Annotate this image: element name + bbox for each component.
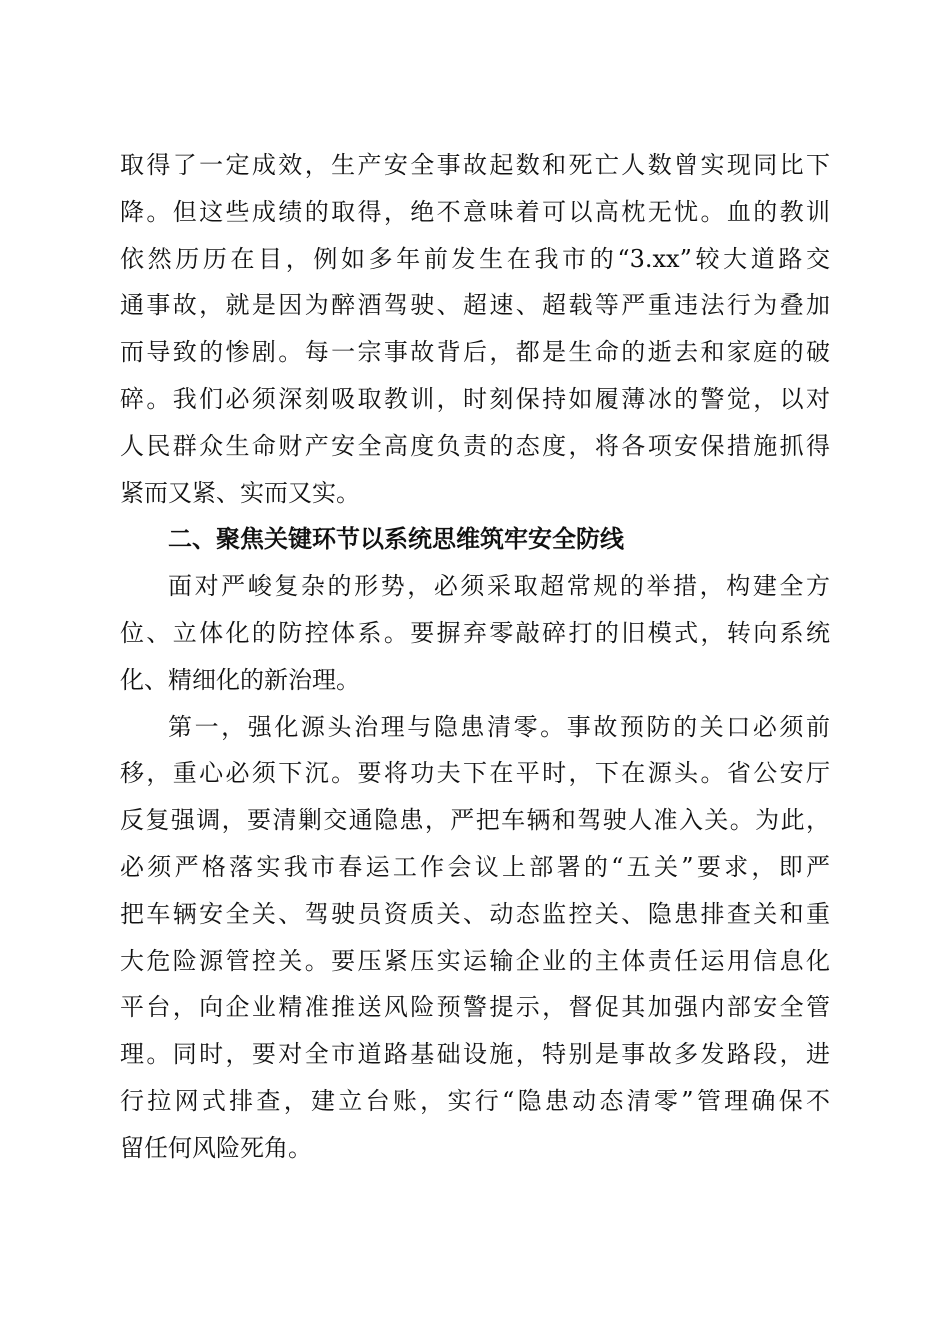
- text-line: 取得了一定成效，生产安全事故起数和死亡人数曾实现同比下: [120, 151, 830, 179]
- text-line: 化、精细化的新治理。: [120, 665, 360, 694]
- paragraph-2: [120, 563, 830, 703]
- text-line: 依然历历在目，例如多年前发生在我市的“3.xx”较大道路交: [120, 244, 830, 273]
- text-line: 位、立体化的防控体系。要摒弃零敲碎打的旧模式，转向系统: [120, 618, 830, 647]
- section-heading: 二、聚焦关键环节以系统思维筑牢安全防线: [168, 525, 624, 554]
- text-line: 行拉网式排查，建立台账，实行“隐患动态清零”管理确保不: [120, 1086, 830, 1115]
- text-line: 紧而又紧、实而又实。: [120, 478, 360, 507]
- text-line: 平台，向企业精准推送风险预警提示，督促其加强内部安全管: [120, 993, 830, 1022]
- paragraph-1: [120, 142, 830, 516]
- document-body: [120, 142, 830, 1172]
- text-line: 第一，强化源头治理与隐患清零。事故预防的关口必须前: [168, 712, 830, 741]
- text-line: 而导致的惨剧。每一宗事故背后，都是生命的逝去和家庭的破: [120, 338, 830, 367]
- text-line: 降。但这些成绩的取得，绝不意味着可以高枕无忧。血的教训: [120, 197, 830, 226]
- text-line: 必须严格落实我市春运工作会议上部署的“五关”要求，即严: [120, 852, 830, 881]
- paragraph-3: [120, 704, 830, 1172]
- text-line: 移，重心必须下沉。要将功夫下在平时，下在源头。省公安厅: [120, 759, 830, 788]
- text-line: 通事故，就是因为醉酒驾驶、超速、超载等严重违法行为叠加: [120, 291, 830, 320]
- text-line: 面对严峻复杂的形势，必须采取超常规的举措，构建全方: [168, 572, 830, 601]
- text-line: 留任何风险死角。: [120, 1133, 312, 1162]
- text-line: 大危险源管控关。要压紧压实运输企业的主体责任运用信息化: [120, 946, 830, 975]
- text-line: 人民群众生命财产安全高度负责的态度，将各项安保措施抓得: [120, 431, 830, 460]
- text-line: 反复强调，要清剿交通隐患，严把车辆和驾驶人准入关。为此，: [120, 806, 830, 835]
- text-line: 理。同时，要对全市道路基础设施，特别是事故多发路段，进: [120, 1040, 830, 1069]
- text-line: 把车辆安全关、驾驶员资质关、动态监控关、隐患排查关和重: [120, 899, 830, 928]
- text-line: 碎。我们必须深刻吸取教训，时刻保持如履薄冰的警觉，以对: [120, 384, 830, 413]
